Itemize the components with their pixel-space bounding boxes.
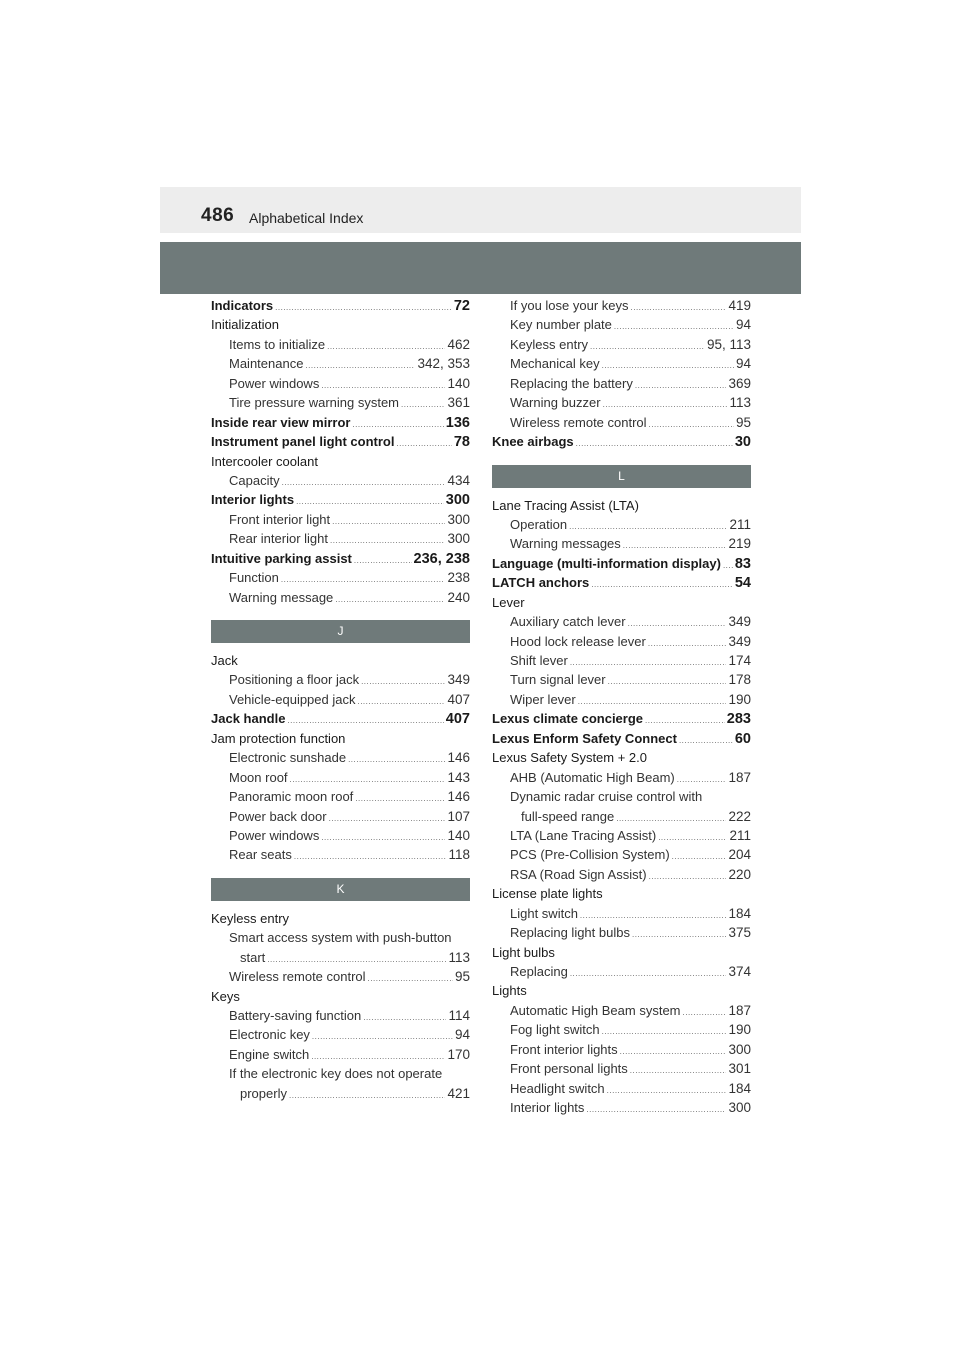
entry-page-ref: 146	[447, 750, 470, 766]
entry-page-ref: 190	[728, 1022, 751, 1038]
dot-leader	[578, 697, 727, 706]
index-subheading: Smart access system with push-button	[229, 930, 452, 946]
index-heading: Light bulbs	[492, 944, 555, 960]
entry-page-ref: 184	[728, 1080, 751, 1096]
index-entry	[492, 517, 751, 536]
entry-label: Front interior lights	[510, 1041, 618, 1057]
index-entry	[492, 828, 751, 847]
entry-page-ref: 349	[728, 633, 751, 649]
index-entry	[492, 731, 751, 750]
index-entry	[211, 1086, 470, 1105]
index-heading: Lane Tracing Assist (LTA)	[492, 497, 639, 513]
entry-page-ref: 113	[448, 949, 470, 965]
entry-page-ref: 140	[447, 375, 470, 391]
index-heading: Lexus Safety System + 2.0	[492, 750, 647, 766]
entry-page-ref: 407	[447, 691, 470, 707]
entry-page-ref: 78	[453, 434, 470, 451]
dot-leader	[672, 852, 727, 861]
entry-page-ref: 170	[447, 1046, 470, 1062]
index-entry	[211, 473, 470, 492]
entry-label: Interior lights	[510, 1100, 585, 1116]
entry-label: Keyless entry	[510, 336, 589, 352]
entry-label: LTA (Lane Tracing Assist)	[510, 827, 657, 843]
index-entry	[492, 1003, 751, 1022]
index-entry	[211, 950, 470, 969]
letter-section-header: J	[211, 620, 470, 643]
dot-leader	[296, 497, 444, 506]
entry-page-ref: 407	[445, 711, 470, 728]
dot-leader	[321, 833, 445, 842]
dot-leader	[628, 619, 727, 628]
dot-leader	[645, 716, 725, 725]
entry-label: Maintenance	[229, 356, 304, 372]
entry-label: Electronic key	[229, 1027, 310, 1043]
letter-section-header: L	[492, 465, 751, 488]
entry-label: AHB (Automatic High Beam)	[510, 769, 675, 785]
index-subheading: If the electronic key does not operate	[229, 1066, 443, 1082]
index-entry	[211, 750, 470, 769]
entry-label: Indicators	[211, 298, 274, 313]
entry-page-ref: 114	[448, 1008, 470, 1023]
index-entry	[492, 298, 751, 317]
entry-label: Replacing the battery	[510, 375, 633, 391]
index-heading: Lever	[492, 594, 525, 610]
entry-page-ref: 211	[729, 516, 751, 532]
dot-leader	[294, 852, 447, 861]
dot-leader	[275, 303, 452, 312]
index-entry	[211, 570, 470, 589]
dot-leader	[327, 342, 445, 351]
entry-label: Engine switch	[229, 1046, 310, 1062]
index-entry	[211, 512, 470, 531]
index-entry	[492, 672, 751, 691]
dot-leader	[648, 639, 727, 648]
entry-page-ref: 220	[728, 866, 751, 882]
index-entry	[211, 770, 470, 789]
dot-leader	[602, 1027, 727, 1036]
index-heading: Keyless entry	[211, 910, 290, 926]
entry-page-ref: 143	[447, 769, 470, 785]
entry-page-ref: 236, 238	[413, 550, 470, 567]
index-entry	[211, 434, 470, 453]
index-entry	[492, 1042, 751, 1061]
entry-page-ref: 94	[735, 317, 751, 333]
entry-page-ref: 419	[728, 298, 751, 313]
index-entry	[492, 434, 751, 453]
entry-label: Rear seats	[229, 847, 292, 863]
entry-page-ref: 300	[728, 1041, 751, 1057]
index-heading: Jack	[211, 653, 238, 668]
index-entry	[211, 415, 470, 434]
entry-label: Electronic sunshade	[229, 750, 347, 766]
index-entry	[211, 590, 470, 609]
index-entry	[492, 614, 751, 633]
entry-label: Power windows	[229, 375, 320, 391]
entry-label: Automatic High Beam system	[510, 1002, 681, 1018]
index-entry	[492, 575, 751, 594]
entry-label: Inside rear view mirror	[211, 414, 351, 430]
dot-leader	[635, 381, 727, 390]
entry-page-ref: 342, 353	[417, 356, 470, 372]
index-entry	[492, 906, 751, 925]
dot-leader	[576, 439, 733, 448]
dot-leader	[290, 775, 446, 784]
entry-page-ref: 184	[728, 905, 751, 921]
entry-label: Front interior light	[229, 511, 331, 527]
index-entry	[211, 969, 470, 988]
index-entry	[492, 376, 751, 395]
dot-leader	[355, 794, 445, 803]
dot-leader	[282, 478, 446, 487]
entry-page-ref: 283	[726, 711, 751, 728]
index-heading: Initialization	[211, 317, 279, 333]
entry-label: Vehicle-equipped jack	[229, 691, 356, 707]
entry-page-ref: 94	[735, 356, 751, 372]
entry-label: Warning buzzer	[510, 395, 601, 411]
index-entry	[492, 847, 751, 866]
entry-page-ref: 219	[728, 536, 751, 552]
entry-page-ref: 174	[728, 653, 751, 668]
index-entry	[492, 1081, 751, 1100]
dot-leader	[632, 930, 727, 939]
entry-label: Interior lights	[211, 492, 295, 508]
entry-label: RSA (Road Sign Assist)	[510, 866, 647, 882]
entry-page-ref: 107	[447, 808, 470, 824]
index-entry	[211, 1047, 470, 1066]
entry-page-ref: 95	[454, 969, 470, 985]
index-entry	[211, 551, 470, 570]
dot-leader	[281, 575, 446, 584]
title-band	[160, 242, 801, 294]
index-entry	[492, 1022, 751, 1041]
section-title: Alphabetical Index	[249, 210, 364, 226]
index-entry	[211, 789, 470, 808]
dot-leader	[335, 595, 445, 604]
entry-page-ref: 349	[447, 672, 470, 688]
dot-leader	[630, 1066, 727, 1075]
dot-leader	[620, 1047, 727, 1056]
index-column-right	[492, 298, 751, 1120]
entry-page-ref: 434	[447, 472, 470, 488]
dot-leader	[289, 1091, 446, 1100]
entry-label: Knee airbags	[492, 434, 574, 450]
entry-page-ref: 240	[447, 589, 470, 605]
index-heading: Lights	[492, 983, 527, 999]
entry-label: Rear interior light	[229, 531, 328, 547]
dot-leader	[396, 439, 451, 448]
dot-leader	[348, 755, 445, 764]
entry-page-ref: 136	[445, 414, 470, 431]
index-subheading: Dynamic radar cruise control with	[510, 789, 703, 805]
entry-label: Shift lever	[510, 653, 568, 668]
dot-leader	[649, 420, 734, 429]
dot-leader	[312, 1032, 453, 1041]
entry-page-ref: 301	[728, 1061, 751, 1077]
entry-label: Wiper lever	[510, 691, 576, 707]
dot-leader	[591, 580, 733, 589]
index-entry	[492, 692, 751, 711]
dot-leader	[658, 833, 727, 842]
dot-leader	[329, 814, 446, 823]
entry-label: LATCH anchors	[492, 575, 590, 591]
entry-label: Wireless remote control	[510, 414, 647, 430]
entry-page-ref: 369	[728, 375, 751, 391]
index-entry	[211, 1008, 470, 1027]
index-entry	[492, 653, 751, 672]
index-entry	[492, 1061, 751, 1080]
entry-page-ref: 300	[445, 492, 470, 509]
entry-page-ref: 94	[454, 1027, 470, 1043]
dot-leader	[401, 400, 445, 409]
entry-page-ref: 187	[728, 1002, 751, 1018]
index-entry	[492, 925, 751, 944]
index-entry	[211, 672, 470, 691]
index-entry	[492, 395, 751, 414]
entry-label: start	[240, 949, 266, 965]
index-entry	[211, 492, 470, 511]
entry-label: Items to initialize	[229, 336, 326, 352]
entry-page-ref: 60	[734, 730, 751, 747]
index-heading: License plate lights	[492, 886, 603, 902]
index-entry	[492, 556, 751, 575]
entry-label: Replacing	[510, 964, 568, 979]
entry-label: Wireless remote control	[229, 969, 366, 985]
dot-leader	[352, 420, 443, 429]
index-entry	[492, 770, 751, 789]
entry-label: Function	[229, 570, 279, 586]
entry-label: Tire pressure warning system	[229, 395, 400, 411]
dot-leader	[361, 677, 445, 686]
entry-label: Warning messages	[510, 536, 621, 552]
entry-label: full-speed range	[521, 808, 615, 824]
entry-label: Battery-saving function	[229, 1008, 362, 1023]
dot-leader	[614, 322, 734, 331]
entry-page-ref: 140	[447, 827, 470, 843]
dot-leader	[267, 955, 446, 964]
index-entry	[492, 634, 751, 653]
entry-page-ref: 300	[447, 531, 470, 547]
entry-label: Light switch	[510, 905, 578, 921]
entry-label: Turn signal lever	[510, 672, 606, 688]
entry-page-ref: 146	[447, 789, 470, 805]
dot-leader	[602, 361, 734, 370]
dot-leader	[368, 974, 453, 983]
entry-page-ref: 95, 113	[706, 336, 751, 352]
index-entry	[492, 711, 751, 730]
index-entry	[211, 828, 470, 847]
dot-leader	[586, 1105, 726, 1114]
dot-leader	[569, 522, 727, 531]
dot-leader	[287, 716, 443, 725]
index-entry	[211, 1027, 470, 1046]
entry-label: Operation	[510, 516, 568, 532]
entry-label: Key number plate	[510, 317, 612, 333]
entry-page-ref: 113	[729, 395, 751, 411]
entry-page-ref: 95	[735, 414, 751, 430]
index-entry	[211, 395, 470, 414]
index-entry	[492, 317, 751, 336]
dot-leader	[623, 541, 727, 550]
entry-label: PCS (Pre-Collision System)	[510, 847, 670, 863]
dot-leader	[330, 536, 445, 545]
index-heading: Jam protection function	[211, 730, 346, 746]
dot-leader	[607, 1086, 727, 1095]
dot-leader	[570, 969, 727, 978]
dot-leader	[321, 381, 445, 390]
index-entry	[211, 298, 470, 317]
entry-page-ref: 211	[729, 827, 751, 843]
entry-label: Moon roof	[229, 769, 288, 785]
entry-page-ref: 462	[447, 336, 470, 352]
entry-page-ref: 30	[734, 434, 751, 451]
entry-label: Positioning a floor jack	[229, 672, 360, 688]
dot-leader	[354, 556, 412, 565]
entry-label: Front personal lights	[510, 1061, 628, 1077]
entry-page-ref: 300	[728, 1100, 751, 1116]
entry-page-ref: 349	[728, 614, 751, 630]
entry-label: Warning message	[229, 589, 334, 605]
dot-leader	[616, 814, 726, 823]
entry-label: Capacity	[229, 472, 280, 488]
dot-leader	[649, 872, 727, 881]
index-entry	[211, 337, 470, 356]
entry-label: Auxiliary catch lever	[510, 614, 626, 630]
dot-leader	[608, 677, 727, 686]
dot-leader	[683, 1008, 727, 1017]
entry-label: Power back door	[229, 808, 327, 824]
dot-leader	[677, 775, 727, 784]
entry-label: Headlight switch	[510, 1080, 605, 1096]
entry-page-ref: 190	[728, 691, 751, 707]
index-entry	[492, 356, 751, 375]
dot-leader	[363, 1013, 446, 1022]
dot-leader	[723, 561, 733, 570]
page-number: 486	[201, 205, 235, 226]
dot-leader	[679, 736, 733, 745]
entry-label: Panoramic moon roof	[229, 789, 354, 805]
entry-page-ref: 238	[447, 570, 470, 586]
index-entry	[211, 376, 470, 395]
entry-page-ref: 300	[447, 511, 470, 527]
entry-page-ref: 375	[728, 925, 751, 941]
index-entry	[211, 711, 470, 730]
entry-page-ref: 421	[447, 1085, 470, 1101]
index-column-left	[211, 298, 470, 1105]
index-entry	[211, 809, 470, 828]
entry-label: Mechanical key	[510, 356, 600, 372]
entry-label: Lexus Enform Safety Connect	[492, 730, 677, 746]
index-heading: Intercooler coolant	[211, 453, 318, 469]
index-entry	[492, 964, 751, 983]
index-entry	[211, 692, 470, 711]
entry-page-ref: 178	[728, 672, 751, 688]
dot-leader	[631, 303, 727, 312]
entry-page-ref: 54	[734, 575, 751, 592]
entry-page-ref: 72	[453, 298, 470, 314]
entry-label: Fog light switch	[510, 1022, 600, 1038]
entry-label: Power windows	[229, 827, 320, 843]
entry-page-ref: 83	[734, 555, 751, 572]
entry-page-ref: 118	[448, 847, 470, 863]
index-entry	[492, 415, 751, 434]
index-entry	[492, 337, 751, 356]
entry-label: Jack handle	[211, 711, 286, 727]
entry-label: Language (multi-information display)	[492, 555, 721, 571]
dot-leader	[580, 911, 727, 920]
index-entry	[492, 867, 751, 886]
entry-label: Hood lock release lever	[510, 633, 646, 649]
entry-label: Lexus climate concierge	[492, 711, 644, 727]
index-entry	[211, 531, 470, 550]
entry-label: properly	[240, 1085, 287, 1101]
entry-page-ref: 187	[728, 769, 751, 785]
entry-page-ref: 204	[728, 847, 751, 863]
entry-label: If you lose your keys	[510, 298, 629, 313]
entry-label: Instrument panel light control	[211, 434, 395, 450]
index-entry	[492, 536, 751, 555]
entry-label: Intuitive parking assist	[211, 550, 352, 566]
letter-section-header: K	[211, 878, 470, 901]
index-entry	[492, 809, 751, 828]
entry-page-ref: 222	[728, 808, 751, 824]
entry-page-ref: 374	[728, 964, 751, 979]
dot-leader	[570, 658, 727, 667]
dot-leader	[311, 1052, 445, 1061]
index-entry	[211, 356, 470, 375]
dot-leader	[603, 400, 728, 409]
index-entry	[211, 847, 470, 866]
entry-page-ref: 361	[447, 395, 470, 411]
dot-leader	[357, 697, 445, 706]
dot-leader	[305, 361, 415, 370]
index-heading: Keys	[211, 988, 240, 1004]
dot-leader	[590, 342, 705, 351]
entry-label: Replacing light bulbs	[510, 925, 630, 941]
dot-leader	[332, 517, 445, 526]
index-entry	[492, 1100, 751, 1119]
